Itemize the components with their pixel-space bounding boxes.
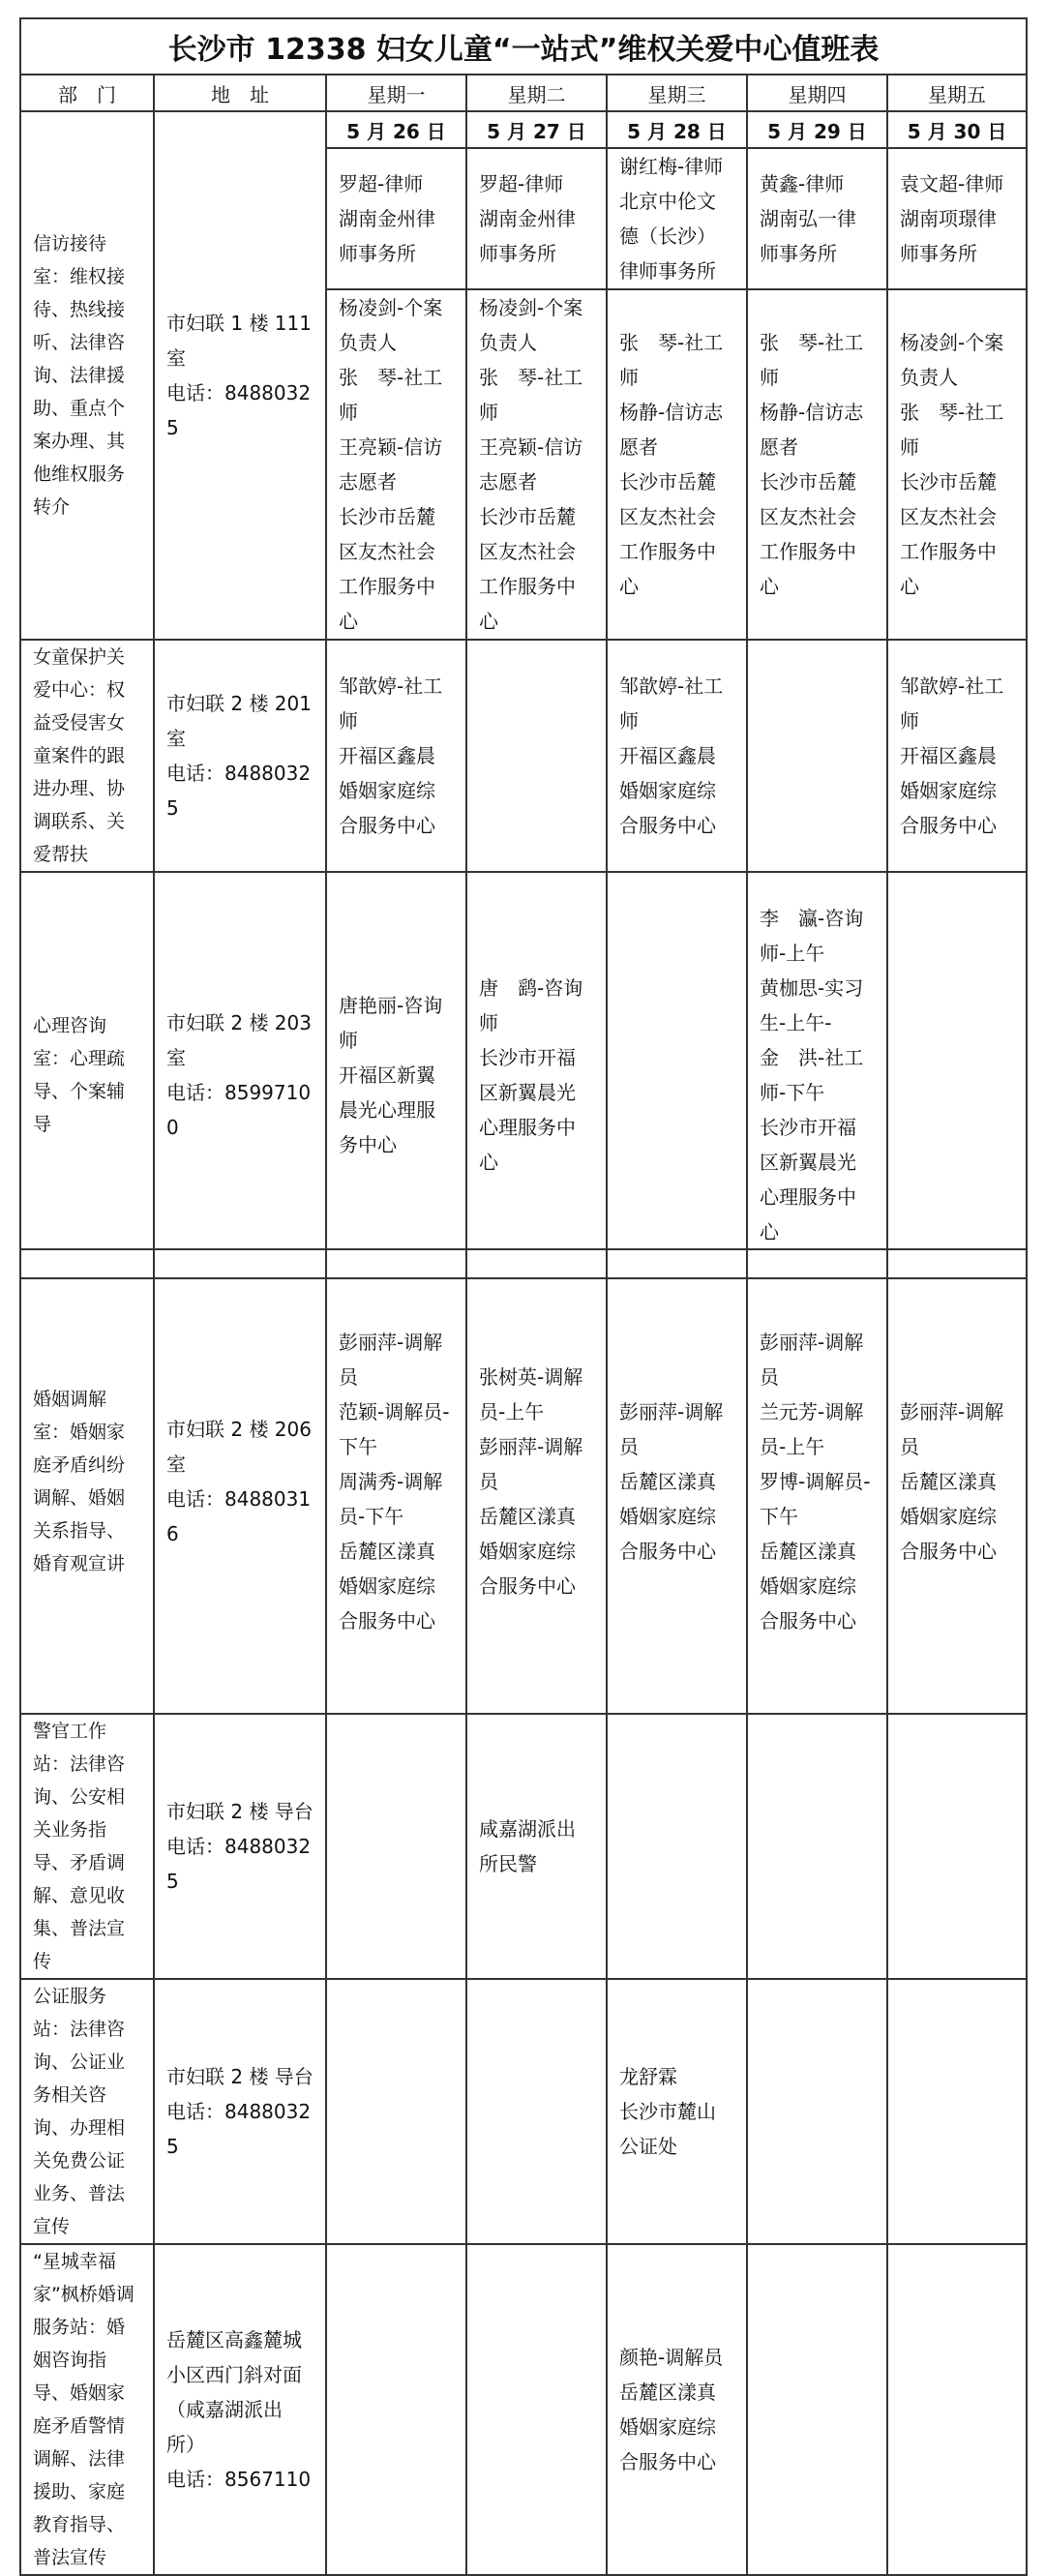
- xinfang-lawyer-wed: 谢红梅-律师 北京中伦文德（长沙）律师事务所: [607, 148, 747, 289]
- xinfang-staff-mon: 杨凌剑-个案负责人 张 琴-社工师 王亮颖-信访志愿者 长沙市岳麓区友杰社会工作服务中心: [326, 289, 466, 640]
- notary-thu: [747, 1979, 887, 2244]
- police-thu: [747, 1714, 887, 1979]
- girls-mon: 邹歆婷-社工师 开福区鑫晨婚姻家庭综合服务中心: [326, 640, 466, 872]
- address-xinfang: 市妇联 1 楼 111 室 电话：84880325: [154, 111, 326, 640]
- fengqiao-tue: [466, 2244, 607, 2575]
- date-thursday: 5 月 29 日: [747, 111, 887, 148]
- police-tue: 咸嘉湖派出所民警: [466, 1714, 607, 1979]
- marriage-fri: 彭丽萍-调解员 岳麓区漾真婚姻家庭综合服务中心: [887, 1249, 1027, 1714]
- marriage-wed: 彭丽萍-调解员 岳麓区漾真婚姻家庭综合服务中心: [607, 1249, 747, 1714]
- dept-psych: 心理咨询室：心理疏导、个案辅导: [20, 872, 154, 1278]
- notary-fri: [887, 1979, 1027, 2244]
- date-tuesday: 5 月 27 日: [466, 111, 607, 148]
- header-thursday: 星期四: [747, 75, 887, 111]
- header-monday: 星期一: [326, 75, 466, 111]
- duty-table-part-1: [19, 17, 1028, 1279]
- dept-marriage: 婚姻调解室：婚姻家庭矛盾纠纷调解、婚姻关系指导、婚育观宣讲: [20, 1249, 154, 1714]
- psych-wed: [607, 872, 747, 1278]
- fengqiao-wed: 颜艳-调解员 岳麓区漾真婚姻家庭综合服务中心: [607, 2244, 747, 2575]
- dept-notary: 公证服务站：法律咨询、公证业务相关咨询、办理相关免费公证业务、普法宣传: [20, 1979, 154, 2244]
- marriage-mon: 彭丽萍-调解员 范颖-调解员-下午 周满秀-调解员-下午 岳麓区漾真婚姻家庭综合服务中心: [326, 1249, 466, 1714]
- psych-thu: 李 瀛-咨询师-上午 黄枷思-实习生-上午- 金 洪-社工师-下午 长沙市开福区新翼晨光心理服务中心: [747, 872, 887, 1278]
- dept-police: 警官工作站：法律咨询、公安相关业务指导、矛盾调解、意见收集、普法宣传: [20, 1714, 154, 1979]
- header-friday: 星期五: [887, 75, 1027, 111]
- date-friday: 5 月 30 日: [887, 111, 1027, 148]
- girls-thu: [747, 640, 887, 872]
- address-marriage: 市妇联 2 楼 206 室 电话：84880316: [154, 1249, 326, 1714]
- address-fengqiao: 岳麓区高鑫麓城小区西门斜对面（咸嘉湖派出所） 电话：8567110: [154, 2244, 326, 2575]
- xinfang-staff-tue: 杨凌剑-个案负责人 张 琴-社工师 王亮颖-信访志愿者 长沙市岳麓区友杰社会工作服务中心: [466, 289, 607, 640]
- dept-fengqiao: “星城幸福家”枫桥婚调服务站：婚姻咨询指导、婚姻家庭矛盾警情调解、法律援助、家庭教育指导、普法宣传: [20, 2244, 154, 2575]
- date-wednesday: 5 月 28 日: [607, 111, 747, 148]
- police-wed: [607, 1714, 747, 1979]
- xinfang-lawyer-tue: 罗超-律师 湖南金州律师事务所: [466, 148, 607, 289]
- address-psych: 市妇联 2 楼 203 室 电话：85997100: [154, 872, 326, 1278]
- xinfang-staff-fri: 杨凌剑-个案负责人 张 琴-社工师 长沙市岳麓区友杰社会工作服务中心: [887, 289, 1027, 640]
- dept-girls: 女童保护关爱中心：权益受侵害女童案件的跟进办理、协调联系、关爱帮扶: [20, 640, 154, 872]
- table-title: 长沙市 12338 妇女儿童“一站式”维权关爱中心值班表: [20, 18, 1027, 75]
- header-address: 地 址: [154, 75, 326, 111]
- address-notary: 市妇联 2 楼 导台 电话：84880325: [154, 1979, 326, 2244]
- girls-tue: [466, 640, 607, 872]
- notary-mon: [326, 1979, 466, 2244]
- psych-fri: [887, 872, 1027, 1278]
- duty-table-part-2: [19, 1248, 1028, 2576]
- xinfang-staff-thu: 张 琴-社工师 杨静-信访志愿者 长沙市岳麓区友杰社会工作服务中心: [747, 289, 887, 640]
- fengqiao-thu: [747, 2244, 887, 2575]
- header-dept: 部 门: [20, 75, 154, 111]
- date-monday: 5 月 26 日: [326, 111, 466, 148]
- psych-mon: 唐艳丽-咨询师 开福区新翼晨光心理服务中心: [326, 872, 466, 1278]
- police-mon: [326, 1714, 466, 1979]
- dept-xinfang: 信访接待室：维权接待、热线接听、法律咨询、法律援助、重点个案办理、其他维权服务转介: [20, 111, 154, 640]
- fengqiao-mon: [326, 2244, 466, 2575]
- notary-tue: [466, 1979, 607, 2244]
- police-fri: [887, 1714, 1027, 1979]
- girls-fri: 邹歆婷-社工师 开福区鑫晨婚姻家庭综合服务中心: [887, 640, 1027, 872]
- marriage-thu: 彭丽萍-调解员 兰元芳-调解员-上午 罗博-调解员-下午 岳麓区漾真婚姻家庭综合服务中心: [747, 1249, 887, 1714]
- header-tuesday: 星期二: [466, 75, 607, 111]
- marriage-tue: 张树英-调解员-上午 彭丽萍-调解员 岳麓区漾真婚姻家庭综合服务中心: [466, 1249, 607, 1714]
- psych-tue: 唐 鹞-咨询师 长沙市开福区新翼晨光心理服务中心: [466, 872, 607, 1278]
- address-girls: 市妇联 2 楼 201 室 电话：84880325: [154, 640, 326, 872]
- address-police: 市妇联 2 楼 导台 电话：84880325: [154, 1714, 326, 1979]
- notary-wed: 龙舒霖 长沙市麓山公证处: [607, 1979, 747, 2244]
- xinfang-lawyer-mon: 罗超-律师 湖南金州律师事务所: [326, 148, 466, 289]
- xinfang-lawyer-fri: 袁文超-律师 湖南项璟律师事务所: [887, 148, 1027, 289]
- fengqiao-fri: [887, 2244, 1027, 2575]
- girls-wed: 邹歆婷-社工师 开福区鑫晨婚姻家庭综合服务中心: [607, 640, 747, 872]
- xinfang-staff-wed: 张 琴-社工师 杨静-信访志愿者 长沙市岳麓区友杰社会工作服务中心: [607, 289, 747, 640]
- xinfang-lawyer-thu: 黄鑫-律师 湖南弘一律师事务所: [747, 148, 887, 289]
- header-wednesday: 星期三: [607, 75, 747, 111]
